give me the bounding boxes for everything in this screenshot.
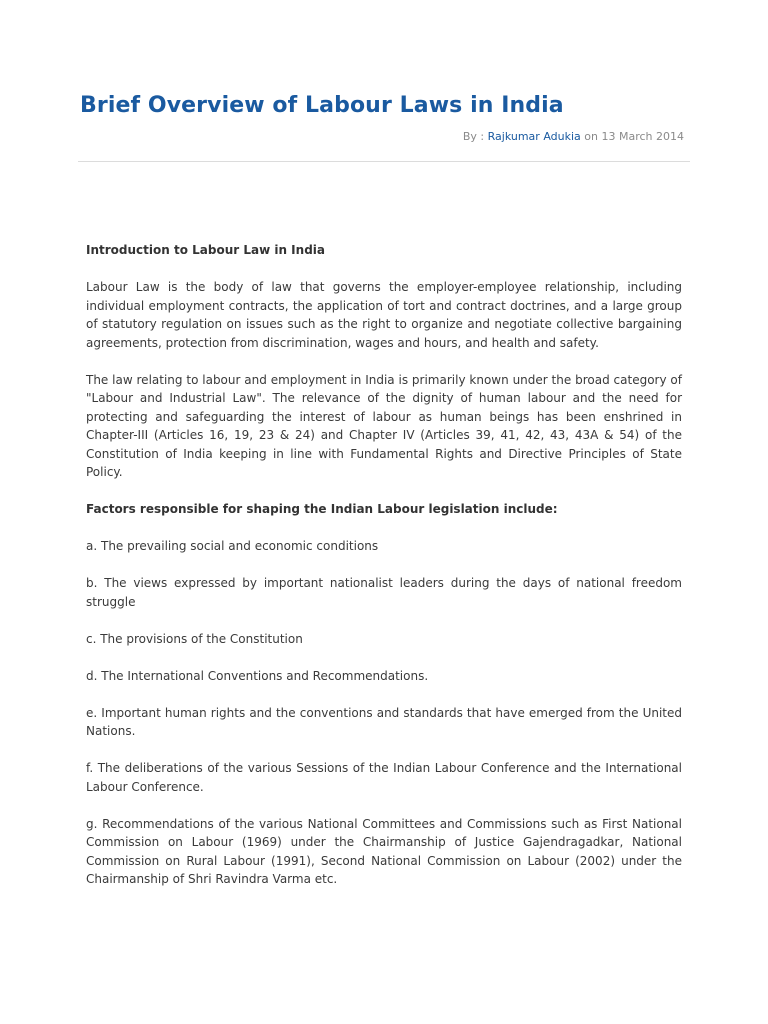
title-divider <box>78 161 690 162</box>
intro-paragraph: Labour Law is the body of law that governs the employer-employee relationship, including individual employment contracts, the application of tort and contract doctrines, and a large group of statutory regulation on issues such as the right to organize and negotiate collective bargaining agreements, protection from discrimination, wages and hours, and health and safety. <box>86 280 682 350</box>
factor-item: c. The provisions of the Constitution <box>86 631 303 646</box>
article-byline <box>463 130 684 143</box>
factor-item: e. Important human rights and the conventions and standards that have emerged from the United Nations. <box>86 705 682 738</box>
factor-item: d. The International Conventions and Recommendations. <box>86 668 429 683</box>
factor-item: b. The views expressed by important nationalist leaders during the days of national freedom struggle <box>86 576 682 609</box>
law-overview-paragraph: The law relating to labour and employment in India is primarily known under the broad category of "Labour and Industrial Law". The relevance of the dignity of human labour and the need for protecting and safeguarding the interest of labour as human beings has been enshrined in Chapter-III (Articles 16, 19, 23 & 24) and Chapter IV (Articles 39, 41, 42, 43, 43A & 54) of the Constitution of India keeping in line with Fundamental Rights and Directive Principles of State Policy. <box>86 372 682 479</box>
factor-item: g. Recommendations of the various National Committees and Commissions such as First National Commission on Labour (1969) under the Chairmanship of Justice Gajendragadkar, National Commission on Rural Labour (1991), Second National Commission on Labour (2002) under the Chairmanship of Shri Ravindra Varma etc. <box>86 816 682 886</box>
author-link[interactable]: Rajkumar Adukia <box>487 130 581 143</box>
byline-prefix: By : <box>462 130 488 143</box>
factors-heading: Factors responsible for shaping the Indian Labour legislation include: <box>86 502 558 516</box>
publish-date: on 13 March 2014 <box>580 130 684 143</box>
intro-heading: Introduction to Labour Law in India <box>86 243 325 257</box>
article-body <box>86 241 682 907</box>
factor-item: a. The prevailing social and economic conditions <box>86 539 379 553</box>
factor-item: f. The deliberations of the various Sessions of the Indian Labour Conference and the International Labour Conference. <box>86 761 682 794</box>
article-title: Brief Overview of Labour Laws in India <box>80 93 564 118</box>
